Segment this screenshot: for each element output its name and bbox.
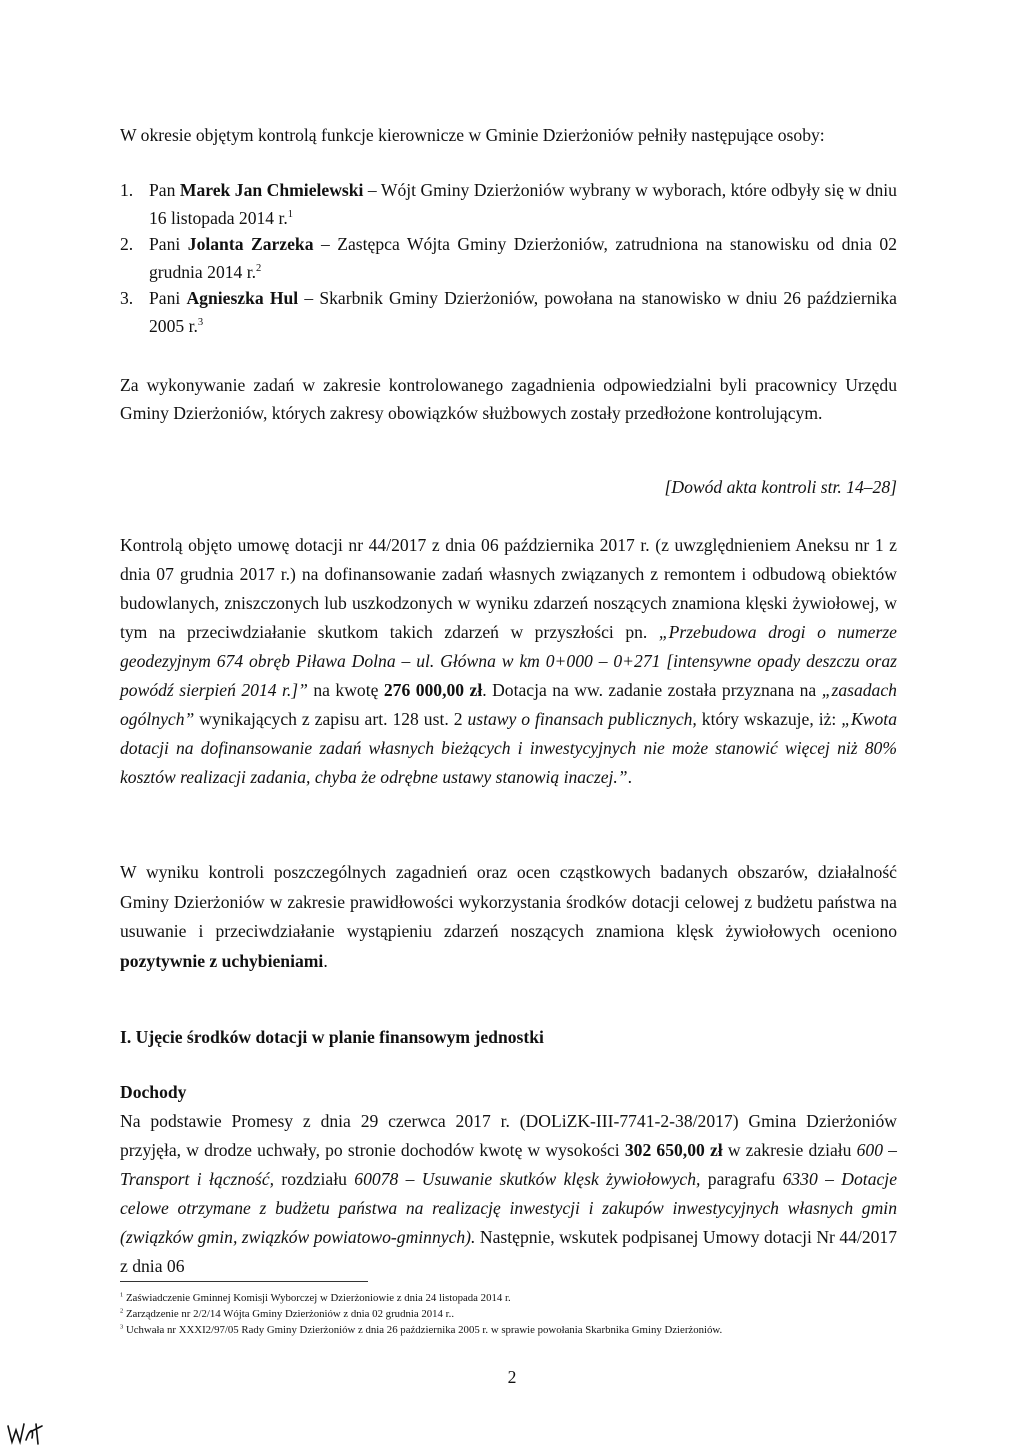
official-description: – Skarbnik Gminy Dzierżoniów, powołana na stanowisko w dniu 26 października 2005 r. [149, 288, 897, 336]
footnotes [120, 1290, 910, 1338]
income-paragraph: Na podstawie Promesy z dnia 29 czerwca 2017 r. (DOLiZK-III-7741-2-38/2017) Gmina Dzierżoniów przyjęła, w drodze uchwały, po stronie dochodów kwotę w wysokości 302 650,00 zł w zakresie działu 600 – Transport i łączność, rozdziału 60078 – Usuwanie skutków klęsk żywiołowych, paragrafu 6330 – Dotacje celowe otrzymane z budżetu państwa na realizację inwestycji i zakupów inwestycyjnych własnych gmin (związków gmin, związków powiatowo-gminnych). Następnie, wskutek podpisanej Umowy dotacji Nr 44/2017 z dnia 06 [120, 1111, 898, 1276]
list-item [120, 230, 897, 286]
title-prefix: Pani [149, 288, 181, 308]
footnote: $^2$ Zarządzenie nr 2/2/14 Wójta Gminy Dzierżoniów z dnia 02 grudnia 2014 r.. [120, 1307, 455, 1320]
footnote-ref: 1 [287, 209, 294, 221]
list-number: 1. [120, 180, 134, 200]
responsibility-paragraph: Za wykonywanie zadań w zakresie kontrolowanego zagadnienia odpowiedzialni byli pracownicy Urzędu Gminy Dzierżoniów, których zakresy obowiązków służbowych zostały przedłożone kontrolującym. [120, 375, 897, 423]
list-item [120, 284, 897, 340]
officials-list-item-1 [120, 176, 897, 232]
list-number: 2. [120, 234, 134, 254]
footnote-divider [120, 1281, 368, 1282]
page-number: 2 [507, 1367, 517, 1387]
law-quote: „Kwota dotacji na dofinansowanie zadań własnych bieżących i inwestycyjnych nie może stanowić więcej niż 80% kosztów realizacji zadania, chyba że odrębne ustawy stanowią inaczej.” [120, 709, 897, 787]
footnote: $^1$ Zaświadczenie Gminnej Komisji Wyborczej w Dzierżoniowie z dnia 24 listopada 2014 r. [120, 1291, 511, 1304]
evidence-reference: [Dowód akta kontroli str. 14–28] [664, 477, 897, 497]
official-name: Jolanta Zarzeka [187, 234, 314, 254]
income-amount: 302 650,00 zł [624, 1140, 723, 1160]
assessment-result: pozytywnie z uchybieniami [120, 950, 324, 971]
income-heading: Dochody [120, 1082, 187, 1102]
assessment-paragraph: W wyniku kontroli poszczególnych zagadnień oraz ocen cząstkowych badanych obszarów, działalność Gminy Dzierżoniów w zakresie prawidłowości wykorzystania środków dotacji celowej z budżetu państwa na usuwanie i przeciwdziałanie wystąpieniu zdarzeń noszących znamiona klęsk żywiołowych oceniono pozytywnie z uchybieniami. [120, 862, 897, 971]
footnote: $^3$ Uchwała nr XXXI2/97/05 Rady Gminy Dzierżoniów z dnia 26 października 2005 r. w sprawie powołania Skarbnika Gminy Dzierżoniów. [120, 1323, 723, 1336]
footnote-ref: 2 [256, 263, 262, 275]
list-item [120, 176, 897, 232]
official-description: – Wójt Gminy Dzierżoniów wybrany w wyborach, które odbyły się w dniu 16 listopada 2014 r. [149, 180, 897, 228]
title-prefix: Pan [149, 180, 176, 200]
official-name: Marek Jan Chmielewski [179, 180, 364, 200]
intro-paragraph: W okresie objętym kontrolą funkcje kierownicze w Gminie Dzierżoniów pełniły następujące osoby: [120, 125, 825, 145]
task-name: „Przebudowa drogi o numerze geodezyjnym 674 obręb Piława Dolna – ul. Główna w km 0+000 – 0+271 [intensywne opady deszczu oraz powódź sierpień 2014 r.]” [120, 622, 897, 700]
section-title: I. Ujęcie środków dotacji w planie finansowym jednostki [120, 1027, 544, 1047]
footnote-ref: 3 [197, 317, 204, 329]
list-number: 3. [120, 288, 134, 308]
grant-amount: 276 000,00 zł [383, 680, 483, 700]
signature-initials-icon [6, 1420, 46, 1446]
official-description: – Zastępca Wójta Gminy Dzierżoniów, zatrudniona na stanowisku od dnia 02 grudnia 2014 r. [149, 234, 897, 282]
title-prefix: Pani [149, 234, 181, 254]
grant-agreement-paragraph: Kontrolą objęto umowę dotacji nr 44/2017 z dnia 06 października 2017 r. (z uwzględnieniem Aneksu nr 1 z dnia 07 grudnia 2017 r.) na dofinansowanie zadań własnych związanych z remontem i odbudową obiektów budowlanych, zniszczonych lub uszkodzonych w wyniku zdarzeń noszących znamiona klęski żywiołowej, w tym na przeciwdziałanie skutkom takich zdarzeń w przyszłości pn. „Przebudowa drogi o numerze geodezyjnym 674 obręb Piława Dolna – ul. Główna w km 0+000 – 0+271 [intensywne opady deszczu oraz powódź sierpień 2014 r.]” na kwotę 276 000,00 zł. Dotacja na ww. zadanie została przyznana na „zasadach ogólnych” wynikających z zapisu art. 128 ust. 2 ustawy o finansach publicznych, który wskazuje, iż: „Kwota dotacji na dofinansowanie zadań własnych bieżących i inwestycyjnych nie może stanowić więcej niż 80% kosztów realizacji zadania, chyba że odrębne ustawy stanowią inaczej.”. [120, 535, 897, 787]
officials-list-item-2 [120, 230, 897, 286]
officials-list-item-3 [120, 284, 897, 340]
official-name: Agnieszka Hul [186, 288, 299, 308]
